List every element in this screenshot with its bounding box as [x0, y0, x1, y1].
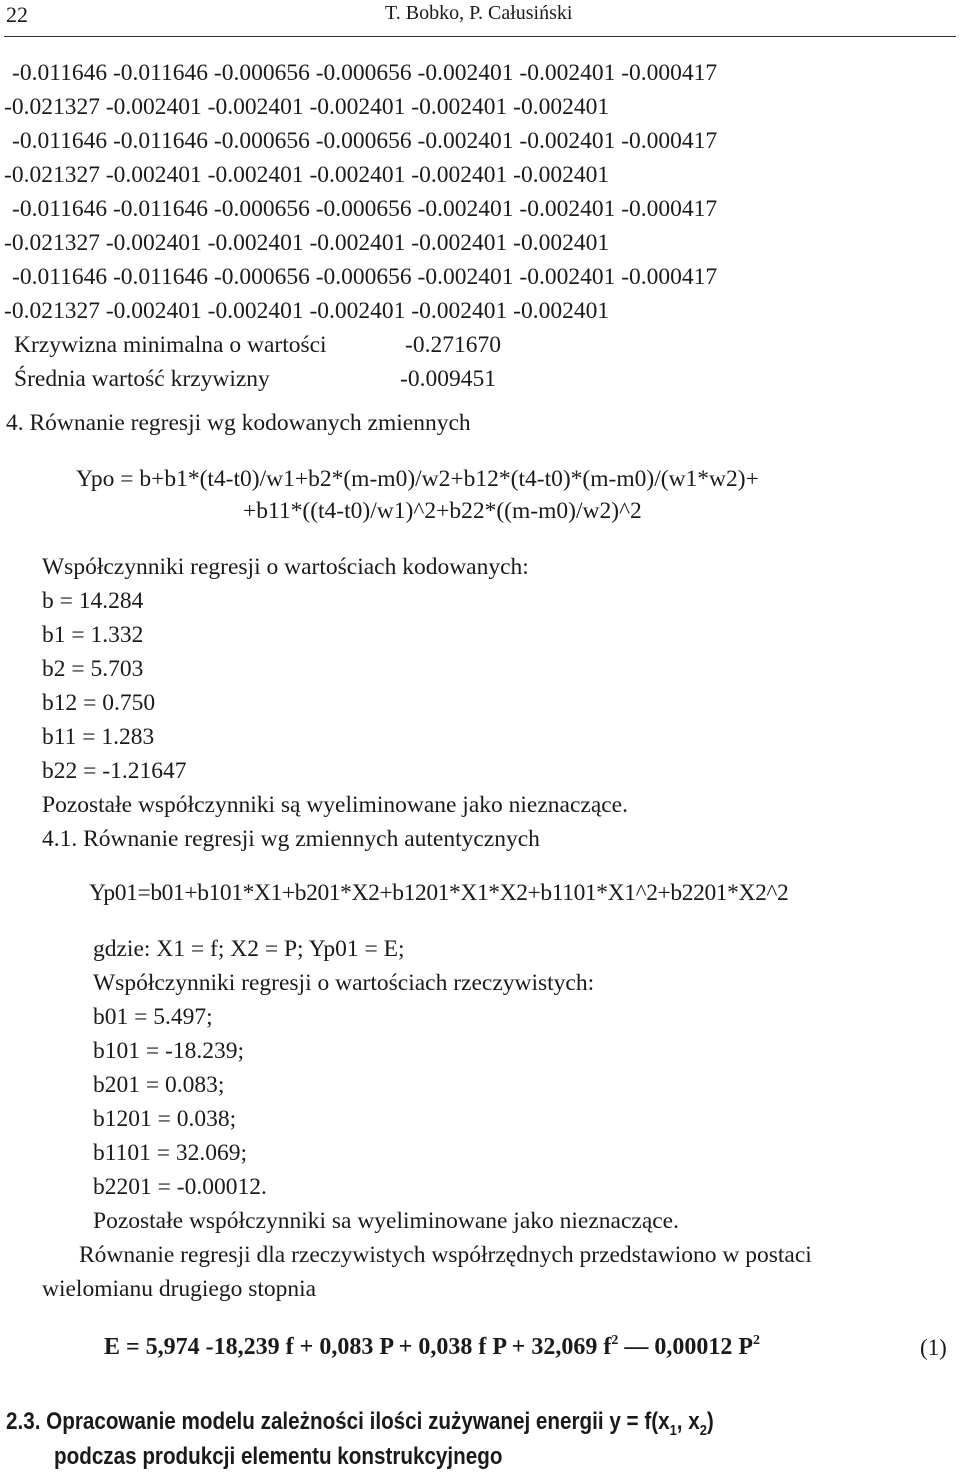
coded-coef: b12 = 0.750	[42, 690, 156, 716]
real-coef: b2201 = -0.00012.	[93, 1174, 267, 1200]
equation-lhs: E = 5,974 -18,239 f + 0,083 P + 0,038 f P + 32,069 f	[104, 1334, 612, 1360]
coded-coef: b11 = 1.283	[42, 724, 155, 750]
equation-tail: — 0,00012 P	[618, 1334, 754, 1360]
running-head-authors: T. Bobko, P. Całusiński	[385, 2, 573, 24]
number-row: -0.021327 -0.002401 -0.002401 -0.002401 -0.002401 -0.002401	[4, 230, 610, 256]
equation-exponent: 2	[611, 1333, 619, 1348]
coded-coef: b2 = 5.703	[42, 656, 144, 682]
subscript: 1	[669, 1421, 677, 1439]
coded-formula-line-2: +b11*((t4-t0)/w1)^2+b22*((m-m0)/w2)^2	[243, 498, 642, 524]
section-2-3-heading-line-2: podczas produkcji elementu konstrukcyjnego	[54, 1443, 503, 1470]
separator: , x	[676, 1408, 700, 1435]
number-row: -0.021327 -0.002401 -0.002401 -0.002401 -0.002401 -0.002401	[4, 94, 610, 120]
real-formula: Yp01=b01+b101*X1+b201*X2+b1201*X1*X2+b1101*X1^2+b2201*X2^2	[89, 880, 789, 906]
page-number: 22	[6, 2, 28, 27]
real-coef-note: Pozostałe współczynniki sa wyeliminowane jako nieznaczące.	[93, 1208, 679, 1234]
mean-curvature-label: Średnia wartość krzywizny	[14, 366, 270, 392]
number-row: -0.021327 -0.002401 -0.002401 -0.002401 -0.002401 -0.002401	[4, 298, 610, 324]
number-row: -0.011646 -0.011646 -0.000656 -0.000656 -0.002401 -0.002401 -0.000417	[12, 196, 718, 222]
subscript: 2	[699, 1421, 707, 1439]
number-row: -0.011646 -0.011646 -0.000656 -0.000656 -0.002401 -0.002401 -0.000417	[12, 60, 718, 86]
mean-curvature-value: -0.009451	[400, 366, 496, 392]
section-4-1-heading: 4.1. Równanie regresji wg zmiennych autentycznych	[42, 826, 540, 852]
section-2-3-heading	[6, 1408, 714, 1439]
real-coef: b101 = -18.239;	[93, 1038, 244, 1064]
equation-number: (1)	[920, 1335, 947, 1360]
coded-coef-note: Pozostałe współczynniki są wyeliminowane jako nieznaczące.	[42, 792, 628, 818]
real-coef-heading: Współczynniki regresji o wartościach rzeczywistych:	[93, 970, 595, 996]
coded-coef-heading: Współczynniki regresji o wartościach kodowanych:	[42, 554, 529, 580]
variables-definition: gdzie: X1 = f; X2 = P; Yp01 = E;	[93, 936, 405, 962]
header-rule	[4, 36, 956, 37]
section-heading-text: 2.3. Opracowanie modelu zależności ilości zużywanej energii y = f(x	[6, 1408, 670, 1435]
page-header	[0, 0, 960, 36]
real-coef: b1201 = 0.038;	[93, 1106, 237, 1132]
real-coef: b201 = 0.083;	[93, 1072, 225, 1098]
equation-1	[104, 1333, 760, 1361]
coded-coef: b1 = 1.332	[42, 622, 144, 648]
coded-coef: b22 = -1.21647	[42, 758, 187, 784]
close-paren: )	[706, 1408, 714, 1435]
number-row: -0.011646 -0.011646 -0.000656 -0.000656 -0.002401 -0.002401 -0.000417	[12, 264, 718, 290]
number-row: -0.011646 -0.011646 -0.000656 -0.000656 -0.002401 -0.002401 -0.000417	[12, 128, 718, 154]
equation-exponent: 2	[753, 1333, 761, 1348]
min-curvature-label: Krzywizna minimalna o wartości	[14, 332, 327, 358]
paragraph-line-1: Równanie regresji dla rzeczywistych współrzędnych przedstawiono w postaci	[79, 1242, 812, 1268]
coded-formula-line-1: Ypo = b+b1*(t4-t0)/w1+b2*(m-m0)/w2+b12*(t4-t0)*(m-m0)/(w1*w2)+	[76, 466, 759, 492]
number-row: -0.021327 -0.002401 -0.002401 -0.002401 -0.002401 -0.002401	[4, 162, 610, 188]
min-curvature-value: -0.271670	[405, 332, 501, 358]
paragraph-line-2: wielomianu drugiego stopnia	[42, 1276, 317, 1302]
real-coef: b01 = 5.497;	[93, 1004, 213, 1030]
real-coef: b1101 = 32.069;	[93, 1140, 248, 1166]
section-4-heading: 4. Równanie regresji wg kodowanych zmiennych	[6, 410, 471, 436]
coded-coef: b = 14.284	[42, 588, 144, 614]
